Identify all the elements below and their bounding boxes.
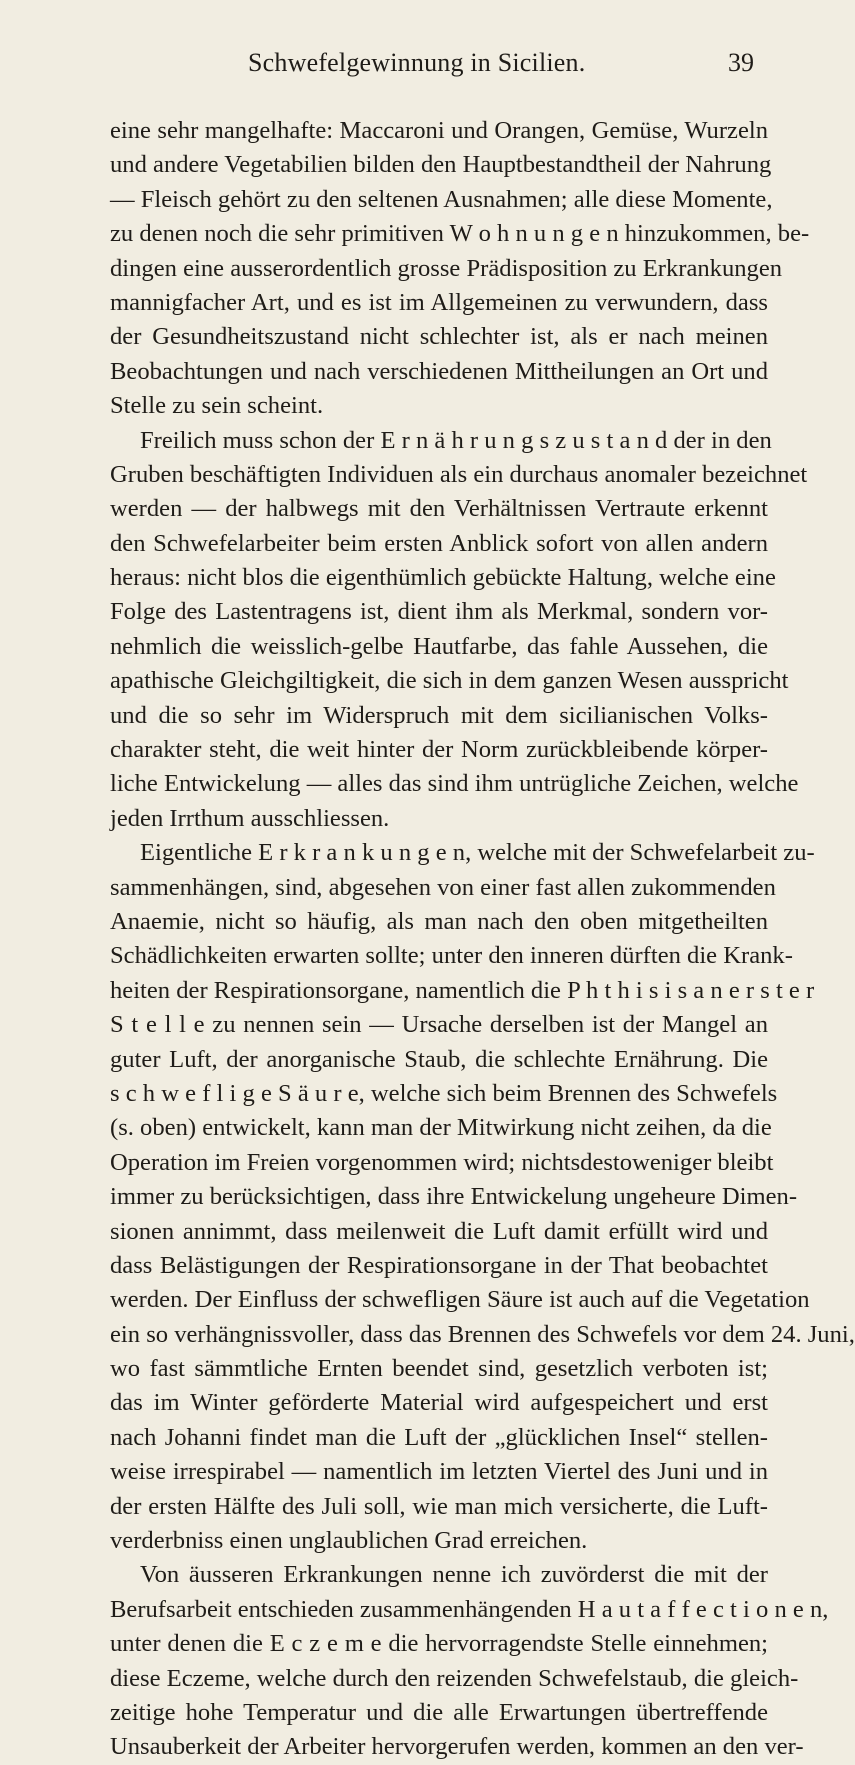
text-line: der Gesundheitszustand nicht schlechter ist, als er nach meinen xyxy=(110,323,768,351)
text-line: dass Belästigungen der Respirationsorgane in der That beobachtet xyxy=(110,1251,768,1279)
text-line: (s. oben) entwickelt, kann man der Mitwirkung nicht zeihen, da die xyxy=(110,1114,772,1142)
text-line: mannigfacher Art, und es ist im Allgemeinen zu verwundern, dass xyxy=(110,288,768,316)
text-line: nach Johanni findet man die Luft der „glücklichen Insel“ stellen- xyxy=(110,1423,768,1451)
page-header xyxy=(0,48,800,88)
text-line: apathische Gleichgiltigkeit, die sich in dem ganzen Wesen ausspricht xyxy=(110,667,789,695)
text-line: Folge des Lastentragens ist, dient ihm als Merkmal, sondern vor- xyxy=(110,598,768,626)
text-line: weise irrespirabel — namentlich im letzten Viertel des Juni und in xyxy=(110,1458,768,1486)
text-line: Anaemie, nicht so häufig, als man nach den oben mitgetheilten xyxy=(110,907,768,935)
text-line: charakter steht, die weit hinter der Norm zurückbleibende körper- xyxy=(110,736,768,764)
running-title: Schwefelgewinnung in Sicilien. xyxy=(248,48,586,77)
text-line: Eigentliche E r k r a n k u n g e n, welche mit der Schwefelarbeit zu- xyxy=(140,839,815,867)
text-line: guter Luft, der anorganische Staub, die schlechte Ernährung. Die xyxy=(110,1045,768,1073)
text-line: den Schwefelarbeiter beim ersten Anblick sofort von allen andern xyxy=(110,529,768,557)
text-line: das im Winter geförderte Material wird aufgespeichert und erst xyxy=(110,1389,768,1417)
text-line: zeitige hohe Temperatur und die alle Erwartungen übertreffende xyxy=(110,1698,768,1726)
text-line: dingen eine ausserordentlich grosse Prädisposition zu Erkrankungen xyxy=(110,254,783,282)
body-text xyxy=(110,114,855,1765)
text-line: S t e l l e zu nennen sein — Ursache derselben ist der Mangel an xyxy=(110,1011,768,1039)
text-line: heraus: nicht blos die eigenthümlich gebückte Haltung, welche eine xyxy=(110,564,776,592)
text-line: nehmlich die weisslich-gelbe Hautfarbe, das fahle Aussehen, die xyxy=(110,632,768,660)
text-line: und die so sehr im Widerspruch mit dem sicilianischen Volks- xyxy=(110,701,768,729)
text-line: Berufsarbeit entschieden zusammenhängenden H a u t a f f e c t i o n e n, xyxy=(110,1595,829,1623)
text-line: sammenhängen, sind, abgesehen von einer fast allen zukommenden xyxy=(110,873,776,901)
text-line: zu denen noch die sehr primitiven W o h n u n g e n hinzukommen, be- xyxy=(110,220,810,248)
text-line: und andere Vegetabilien bilden den Hauptbestandtheil der Nahrung xyxy=(110,151,772,179)
text-line: sionen annimmt, dass meilenweit die Luft damit erfüllt wird und xyxy=(110,1217,768,1245)
text-line: unter denen die E c z e m e die hervorragendste Stelle einnehmen; xyxy=(110,1630,768,1658)
text-line: heiten der Respirationsorgane, namentlich die P h t h i s i s a n e r s t e r xyxy=(110,976,815,1004)
text-line: Operation im Freien vorgenommen wird; nichtsdestoweniger bleibt xyxy=(110,1148,774,1176)
text-line: diese Eczeme, welche durch den reizenden Schwefelstaub, die gleich- xyxy=(110,1664,799,1692)
text-line: Gruben beschäftigten Individuen als ein durchaus anomaler bezeichnet xyxy=(110,460,808,488)
text-line: wo fast sämmtliche Ernten beendet sind, gesetzlich verboten ist; xyxy=(110,1355,768,1383)
text-line: Unsauberkeit der Arbeiter hervorgerufen werden, kommen an den ver- xyxy=(110,1733,804,1761)
text-line: werden — der halbwegs mit den Verhältnissen Vertraute erkennt xyxy=(110,495,768,523)
text-line: ein so verhängnissvoller, dass das Brennen des Schwefels vor dem 24. Juni, xyxy=(110,1320,855,1348)
text-line: jeden Irrthum ausschliessen. xyxy=(110,804,390,832)
text-line: Stelle zu sein scheint. xyxy=(110,392,324,420)
text-line: — Fleisch gehört zu den seltenen Ausnahmen; alle diese Momente, xyxy=(110,185,773,213)
text-line: verderbniss einen unglaublichen Grad erreichen. xyxy=(110,1527,588,1555)
page-number: 39 xyxy=(728,48,754,77)
text-line: der ersten Hälfte des Juli soll, wie man mich versicherte, die Luft- xyxy=(110,1492,768,1520)
text-line: Beobachtungen und nach verschiedenen Mittheilungen an Ort und xyxy=(110,357,768,385)
text-line: liche Entwickelung — alles das sind ihm untrügliche Zeichen, welche xyxy=(110,770,799,798)
text-line: Schädlichkeiten erwarten sollte; unter den inneren dürften die Krank- xyxy=(110,942,793,970)
text-line: werden. Der Einfluss der schwefligen Säure ist auch auf die Vegetation xyxy=(110,1286,810,1314)
text-line: eine sehr mangelhafte: Maccaroni und Orangen, Gemüse, Wurzeln xyxy=(110,117,768,144)
text-line: s c h w e f l i g e S ä u r e, welche sich beim Brennen des Schwefels xyxy=(110,1079,778,1107)
text-line: Freilich muss schon der E r n ä h r u n g s z u s t a n d der in den xyxy=(140,426,772,454)
text-line: Von äusseren Erkrankungen nenne ich zuvörderst die mit der xyxy=(140,1561,768,1589)
text-line: immer zu berücksichtigen, dass ihre Entwickelung ungeheure Dimen- xyxy=(110,1183,798,1211)
